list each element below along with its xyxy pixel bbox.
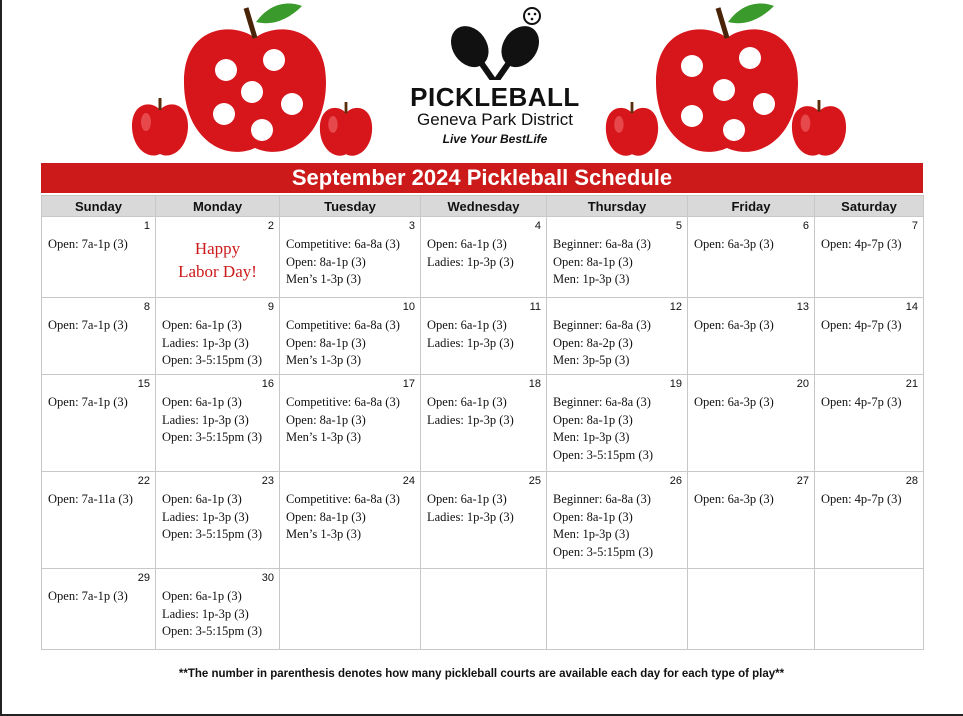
event-item: Ladies: 1p-3p (3) bbox=[427, 335, 514, 350]
calendar-week-row bbox=[42, 298, 924, 375]
event-item: Open: 8a-1p (3) bbox=[553, 254, 633, 269]
event-item: Men: 1p-3p (3) bbox=[553, 527, 630, 541]
day-number: 22 bbox=[137, 475, 150, 487]
day-number: 26 bbox=[669, 475, 682, 487]
event-item: Open: 6a-1p (3) bbox=[427, 395, 507, 409]
event-item: Men’s 1-3p (3) bbox=[286, 430, 361, 444]
event-list bbox=[688, 375, 814, 412]
calendar-day-cell bbox=[42, 375, 156, 472]
event-item: Open: 6a-1p (3) bbox=[162, 395, 242, 409]
day-number: 8 bbox=[143, 301, 150, 313]
event-item: Open: 3-5:15pm (3) bbox=[162, 353, 262, 367]
event-item: Open: 3-5:15pm (3) bbox=[553, 544, 653, 559]
day-number: 18 bbox=[528, 378, 541, 390]
pickleball-paddles-icon bbox=[440, 6, 550, 80]
holiday-line: Happy bbox=[194, 239, 241, 258]
event-item: Open: 8a-1p (3) bbox=[286, 254, 366, 269]
event-item: Men’s 1-3p (3) bbox=[286, 527, 361, 541]
calendar-day-cell bbox=[280, 375, 421, 472]
event-item: Men: 3p-5p (3) bbox=[553, 353, 630, 367]
event-item: Open: 6a-1p (3) bbox=[162, 589, 242, 603]
weekday-header: Sunday bbox=[42, 196, 156, 217]
weekday-header: Saturday bbox=[815, 196, 924, 217]
event-item: Open: 6a-1p (3) bbox=[427, 492, 507, 506]
courts-footnote: **The number in parenthesis denotes how many pickleball courts are available each day for each type of play** bbox=[178, 668, 785, 680]
calendar-day-cell bbox=[815, 375, 924, 472]
apple-icon bbox=[180, 0, 330, 160]
event-item: Open: 8a-1p (3) bbox=[286, 509, 366, 524]
weekday-header: Tuesday bbox=[280, 196, 421, 217]
calendar-day-cell bbox=[280, 569, 421, 650]
calendar-day-cell bbox=[815, 298, 924, 375]
event-item: Beginner: 6a-8a (3) bbox=[553, 318, 651, 332]
calendar-day-cell bbox=[280, 217, 421, 298]
event-item: Competitive: 6a-8a (3) bbox=[286, 237, 400, 251]
weekday-header-row bbox=[42, 196, 924, 217]
event-item: Men’s 1-3p (3) bbox=[286, 353, 361, 367]
logo-tagline: Live Your BestLife bbox=[442, 132, 548, 146]
event-list bbox=[42, 217, 155, 254]
event-list bbox=[688, 298, 814, 335]
day-number: 11 bbox=[529, 301, 541, 313]
calendar-day-cell bbox=[156, 217, 280, 298]
calendar-day-cell bbox=[421, 472, 547, 569]
calendar-day-cell bbox=[547, 472, 688, 569]
day-number: 6 bbox=[802, 220, 809, 232]
day-number: 12 bbox=[669, 301, 682, 313]
calendar-day-cell bbox=[421, 375, 547, 472]
day-number: 13 bbox=[796, 301, 809, 313]
event-item: Open: 4p-7p (3) bbox=[821, 318, 902, 332]
event-list bbox=[421, 472, 546, 526]
calendar-day-cell bbox=[688, 375, 815, 472]
event-item: Beginner: 6a-8a (3) bbox=[553, 492, 651, 506]
weekday-header: Wednesday bbox=[421, 196, 547, 217]
event-list bbox=[156, 375, 279, 447]
day-number: 20 bbox=[796, 378, 809, 390]
day-number: 1 bbox=[143, 220, 150, 232]
day-number: 3 bbox=[408, 220, 415, 232]
event-item: Open: 7a-1p (3) bbox=[48, 237, 128, 251]
event-item: Open: 4p-7p (3) bbox=[821, 237, 902, 251]
day-number: 28 bbox=[905, 475, 918, 487]
header bbox=[0, 0, 963, 162]
day-number: 29 bbox=[137, 572, 150, 584]
event-list bbox=[421, 298, 546, 352]
calendar-day-cell bbox=[421, 217, 547, 298]
event-item: Open: 6a-3p (3) bbox=[694, 318, 774, 332]
logo-subtitle: Geneva Park District bbox=[417, 110, 573, 129]
event-item: Open: 8a-2p (3) bbox=[553, 335, 633, 350]
event-item: Open: 3-5:15pm (3) bbox=[553, 447, 653, 462]
event-item: Ladies: 1p-3p (3) bbox=[162, 509, 249, 524]
calendar-day-cell bbox=[156, 298, 280, 375]
event-item: Open: 6a-1p (3) bbox=[427, 318, 507, 332]
event-list bbox=[688, 217, 814, 254]
event-list bbox=[280, 217, 420, 289]
day-number: 17 bbox=[402, 378, 415, 390]
day-number: 14 bbox=[905, 301, 918, 313]
event-list bbox=[547, 472, 687, 561]
calendar-day-cell bbox=[688, 472, 815, 569]
calendar-day-cell bbox=[280, 298, 421, 375]
event-item: Open: 7a-1p (3) bbox=[48, 589, 128, 603]
event-list bbox=[42, 298, 155, 335]
calendar-day-cell bbox=[547, 375, 688, 472]
event-item: Open: 4p-7p (3) bbox=[821, 395, 902, 409]
day-number: 5 bbox=[675, 220, 682, 232]
apple-icon bbox=[652, 0, 802, 160]
event-item: Ladies: 1p-3p (3) bbox=[162, 335, 249, 350]
apple-icon bbox=[318, 100, 374, 160]
event-item: Ladies: 1p-3p (3) bbox=[427, 254, 514, 269]
day-number: 9 bbox=[267, 301, 274, 313]
event-item: Open: 8a-1p (3) bbox=[553, 509, 633, 524]
calendar-week-row bbox=[42, 375, 924, 472]
event-item: Open: 8a-1p (3) bbox=[553, 412, 633, 427]
event-list bbox=[156, 569, 279, 641]
day-number: 10 bbox=[402, 301, 415, 313]
calendar-day-cell bbox=[688, 217, 815, 298]
calendar-day-cell bbox=[688, 569, 815, 650]
event-item: Beginner: 6a-8a (3) bbox=[553, 395, 651, 409]
event-list bbox=[156, 298, 279, 370]
event-item: Ladies: 1p-3p (3) bbox=[427, 509, 514, 524]
calendar-week-row bbox=[42, 217, 924, 298]
event-item: Open: 7a-1p (3) bbox=[48, 318, 128, 332]
calendar-day-cell bbox=[547, 217, 688, 298]
apple-icon bbox=[790, 98, 848, 160]
event-list bbox=[815, 217, 923, 254]
event-item: Beginner: 6a-8a (3) bbox=[553, 237, 651, 251]
calendar-day-cell bbox=[42, 569, 156, 650]
calendar-day-cell bbox=[156, 375, 280, 472]
event-list bbox=[156, 472, 279, 544]
day-number: 2 bbox=[267, 220, 274, 232]
event-item: Open: 8a-1p (3) bbox=[286, 335, 366, 350]
event-item: Open: 7a-1p (3) bbox=[48, 395, 128, 409]
day-number: 7 bbox=[911, 220, 918, 232]
event-list bbox=[688, 472, 814, 509]
calendar-week-row bbox=[42, 569, 924, 650]
event-item: Competitive: 6a-8a (3) bbox=[286, 395, 400, 409]
day-number: 23 bbox=[261, 475, 274, 487]
event-item: Ladies: 1p-3p (3) bbox=[162, 412, 249, 427]
event-item: Men’s 1-3p (3) bbox=[286, 272, 361, 286]
event-item: Open: 6a-1p (3) bbox=[162, 492, 242, 506]
calendar-day-cell bbox=[42, 472, 156, 569]
calendar-day-cell bbox=[156, 472, 280, 569]
event-item: Open: 6a-1p (3) bbox=[162, 318, 242, 332]
day-number: 19 bbox=[669, 378, 682, 390]
day-number: 30 bbox=[261, 572, 274, 584]
event-list bbox=[421, 217, 546, 271]
day-number: 25 bbox=[528, 475, 541, 487]
event-item: Men: 1p-3p (3) bbox=[553, 430, 630, 444]
day-number: 4 bbox=[534, 220, 541, 232]
event-list bbox=[547, 217, 687, 289]
calendar-day-cell bbox=[421, 569, 547, 650]
event-list bbox=[547, 298, 687, 370]
event-list bbox=[280, 472, 420, 544]
event-item: Ladies: 1p-3p (3) bbox=[427, 412, 514, 427]
calendar-week-row bbox=[42, 472, 924, 569]
event-item: Men: 1p-3p (3) bbox=[553, 272, 630, 286]
calendar-table bbox=[41, 195, 924, 650]
day-number: 16 bbox=[261, 378, 274, 390]
weekday-header: Monday bbox=[156, 196, 280, 217]
calendar-day-cell bbox=[815, 472, 924, 569]
event-list bbox=[547, 375, 687, 464]
calendar-day-cell bbox=[815, 569, 924, 650]
event-item: Competitive: 6a-8a (3) bbox=[286, 492, 400, 506]
calendar-day-cell bbox=[42, 217, 156, 298]
logo-title: PICKLEBALL bbox=[410, 82, 580, 112]
schedule-title-banner: September 2024 Pickleball Schedule bbox=[41, 163, 923, 193]
weekday-header: Friday bbox=[688, 196, 815, 217]
event-list bbox=[280, 298, 420, 370]
pickleball-logo bbox=[400, 6, 590, 156]
calendar-day-cell bbox=[156, 569, 280, 650]
day-number: 24 bbox=[402, 475, 415, 487]
weekday-header: Thursday bbox=[547, 196, 688, 217]
event-item: Open: 4p-7p (3) bbox=[821, 492, 902, 506]
calendar-day-cell bbox=[688, 298, 815, 375]
event-item: Open: 6a-3p (3) bbox=[694, 395, 774, 409]
calendar-day-cell bbox=[815, 217, 924, 298]
event-item: Ladies: 1p-3p (3) bbox=[162, 606, 249, 621]
event-item: Open: 8a-1p (3) bbox=[286, 412, 366, 427]
event-item: Open: 6a-1p (3) bbox=[427, 237, 507, 251]
event-item: Open: 6a-3p (3) bbox=[694, 492, 774, 506]
event-item: Competitive: 6a-8a (3) bbox=[286, 318, 400, 332]
day-number: 15 bbox=[137, 378, 150, 390]
event-list bbox=[280, 375, 420, 447]
calendar-day-cell bbox=[280, 472, 421, 569]
event-item: Open: 3-5:15pm (3) bbox=[162, 624, 262, 638]
holiday-label bbox=[156, 237, 279, 283]
event-item: Open: 3-5:15pm (3) bbox=[162, 430, 262, 444]
calendar-day-cell bbox=[547, 569, 688, 650]
event-item: Open: 6a-3p (3) bbox=[694, 237, 774, 251]
calendar-day-cell bbox=[421, 298, 547, 375]
day-number: 21 bbox=[905, 378, 918, 390]
calendar-day-cell bbox=[42, 298, 156, 375]
holiday-line: Labor Day! bbox=[178, 262, 257, 281]
event-item: Open: 3-5:15pm (3) bbox=[162, 527, 262, 541]
event-item: Open: 7a-11a (3) bbox=[48, 492, 133, 506]
calendar-day-cell bbox=[547, 298, 688, 375]
day-number: 27 bbox=[796, 475, 809, 487]
event-list bbox=[421, 375, 546, 429]
